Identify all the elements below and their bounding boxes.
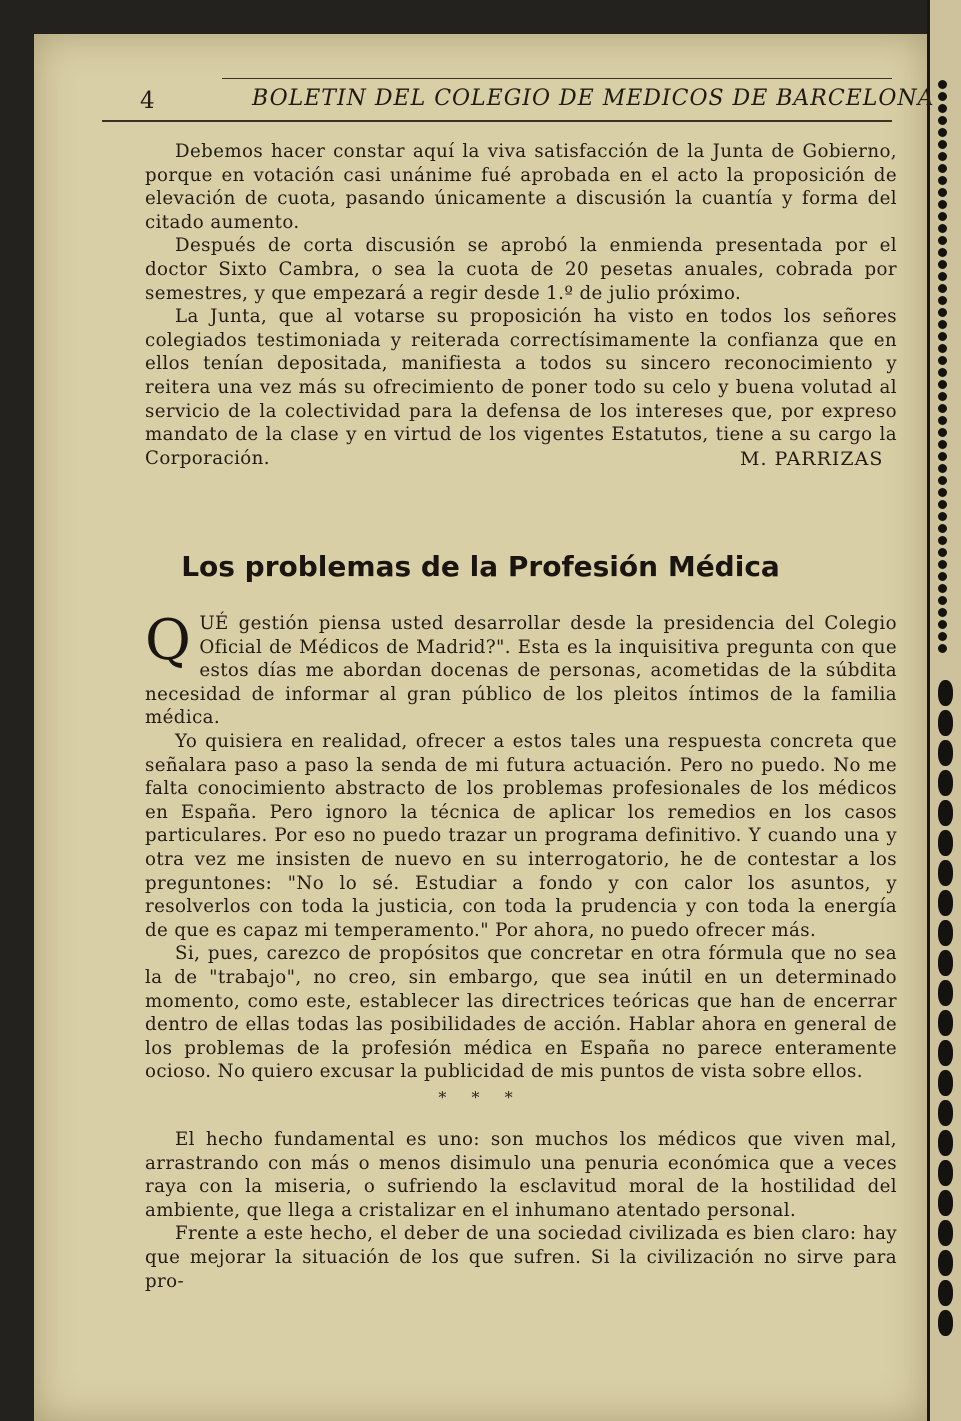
binding-dot [938,860,953,886]
binding-dot [938,416,947,425]
binding-dot [938,164,947,173]
header-rule-top [222,78,892,79]
binding-dot [938,152,947,161]
article-body-continued [145,1128,897,1293]
header-rule-bottom [102,120,892,122]
journal-title: BOLETIN DEL COLEGIO DE MEDICOS DE BARCELONA [252,86,935,111]
binding-dot [938,404,947,413]
paragraph: Después de corta discusión se aprobó la enmienda presentada por el doctor Sixto Cambra, o sea la cuota de 20 pesetas anuales, cobrada por semestres, y que empezará a regir desde 1.º de julio próximo. [145,235,897,304]
binding-dot [938,116,947,125]
binding-dot [938,284,947,293]
binding-dot [938,260,947,269]
binding-dot [938,950,953,976]
binding-dot [938,104,947,113]
binding-dot [938,632,947,641]
binding-dot [938,584,947,593]
binding-dot [938,452,947,461]
first-paragraph-text: UÉ gestión piensa usted desarrollar desde la presidencia del Colegio Oficial de Médicos de Madrid?". Esta es la inquisitiva pregunta con que estos días me abordan docenas de personas, acometidas de la súbdita necesidad de informar al gran público de los pleitos íntimos de la familia médica. [145,613,897,729]
binding-dot [938,740,953,766]
binding-dot [938,368,947,377]
binding-dot [938,920,953,946]
binding-dot [938,1160,953,1186]
binding-dot [938,200,947,209]
binding-dot [938,92,947,101]
binding-dot [938,1130,953,1156]
binding-dot [938,830,953,856]
binding-dot [938,392,947,401]
binding-dot [938,176,947,185]
binding-dot [938,710,953,736]
binding-dot [938,1040,953,1066]
binding-dot [938,272,947,281]
article-title: Los problemas de la Profesión Médica [181,550,780,583]
binding-dot [938,1310,953,1336]
intro-section [145,140,897,470]
paragraph: La Junta, que al votarse su proposición ha visto en todos los señores colegiados testimoniada y reiterada correctísimamente la confianza que en ellos tenían depositada, manifiesta a todos su sincero reconocimiento y reitera una vez más su ofrecimiento de poner todo su celo y buena volutad al servicio de la colectividad para la defensa de los intereses que, por expreso mandato de la clase y en virtud de los vigentes Estatutos, tiene a su cargo la Corporación. [145,306,897,469]
running-header [102,78,935,122]
paragraph: El hecho fundamental es uno: son muchos los médicos que viven mal, arrastrando con más o menos disimulo una penuria económica que a veces raya con la miseria, o sufriendo la esclavitud moral de la hostilidad del ambiente, que llega a cristalizar en el inhumano atentado personal. [145,1129,897,1221]
binding-dot [938,1250,953,1276]
binding-dot [938,332,947,341]
binding-dot [938,296,947,305]
article-body [145,608,897,1084]
adjacent-page-edge [927,0,961,1421]
binding-dot [938,1220,953,1246]
binding-dot [938,188,947,197]
binding-dot [938,890,953,916]
paragraph: Si, pues, carezco de propósitos que concretar en otra fórmula que no sea la de "trabajo", no creo, sin embargo, que sea inútil en un determinado momento, como este, establecer las directrices teóricas que han de encerrar dentro de ellas todas las posibilidades de acción. Hablar ahora en general de los problemas de la profesión médica en España no parece enteramente ocioso. No quiero excusar la publicidad de mis puntos de vista sobre ellos. [145,943,897,1083]
binding-dot [938,620,947,629]
binding-dot [938,308,947,317]
binding-dot [938,980,953,1006]
binding-dot [938,770,953,796]
binding-dot [938,524,947,533]
binding-dot [938,80,947,89]
binding-dot [938,1280,953,1306]
binding-dot [938,800,953,826]
binding-dot [938,356,947,365]
binding-dot [938,476,947,485]
binding-dot [938,212,947,221]
binding-dot [938,236,947,245]
binding-dot [938,380,947,389]
binding-dot [938,224,947,233]
binding-dot [938,596,947,605]
binding-dot [938,680,953,706]
binding-dot [938,488,947,497]
author-signature: M. PARRIZAS [740,448,884,470]
binding-dot [938,1010,953,1036]
binding-dot [938,344,947,353]
binding-dot [938,1190,953,1216]
binding-dot [938,608,947,617]
binding-dot [938,500,947,509]
binding-dot [938,248,947,257]
binding-dot [938,536,947,545]
binding-dot [938,464,947,473]
binding-dot [938,644,947,653]
first-paragraph [145,608,897,730]
drop-cap: Q [145,608,192,673]
binding-dot [938,428,947,437]
paragraph: Debemos hacer constar aquí la viva satisfacción de la Junta de Gobierno, porque en votación casi unánime fué aprobada en el acto la proposición de elevación de cuota, pasando únicamente a discusión la cuantía y forma del citado aumento. [145,141,897,233]
binding-dot [938,440,947,449]
binding-dot [938,320,947,329]
binding-dot [938,140,947,149]
paragraph: Frente a este hecho, el deber de una sociedad civilizada es bien claro: hay que mejorar la situación de los que sufren. Si la civilización no sirve para pro- [145,1223,897,1292]
page-number: 4 [140,88,155,114]
binding-dot [938,512,947,521]
paragraph: Yo quisiera en realidad, ofrecer a estos tales una respuesta concreta que señalara paso a paso la senda de mi futura actuación. Pero no puedo. No me falta conocimiento abstracto de los problemas profesionales de los médicos en España. Pero ignoro la técnica de aplicar los remedios en los casos particulares. Por eso no puedo trazar un programa definitivo. Y cuando una y otra vez me insisten de nuevo en su interrogatorio, he de contestar a los preguntones: "No lo sé. Estudiar a fondo y con calor los asuntos, y resolverlos con toda la justicia, con toda la prudencia y con toda la energía de que es capaz mi temperamento." Por ahora, no puedo ofrecer más. [145,730,897,941]
binding-dot [938,128,947,137]
section-separator: * * * [438,1088,523,1107]
